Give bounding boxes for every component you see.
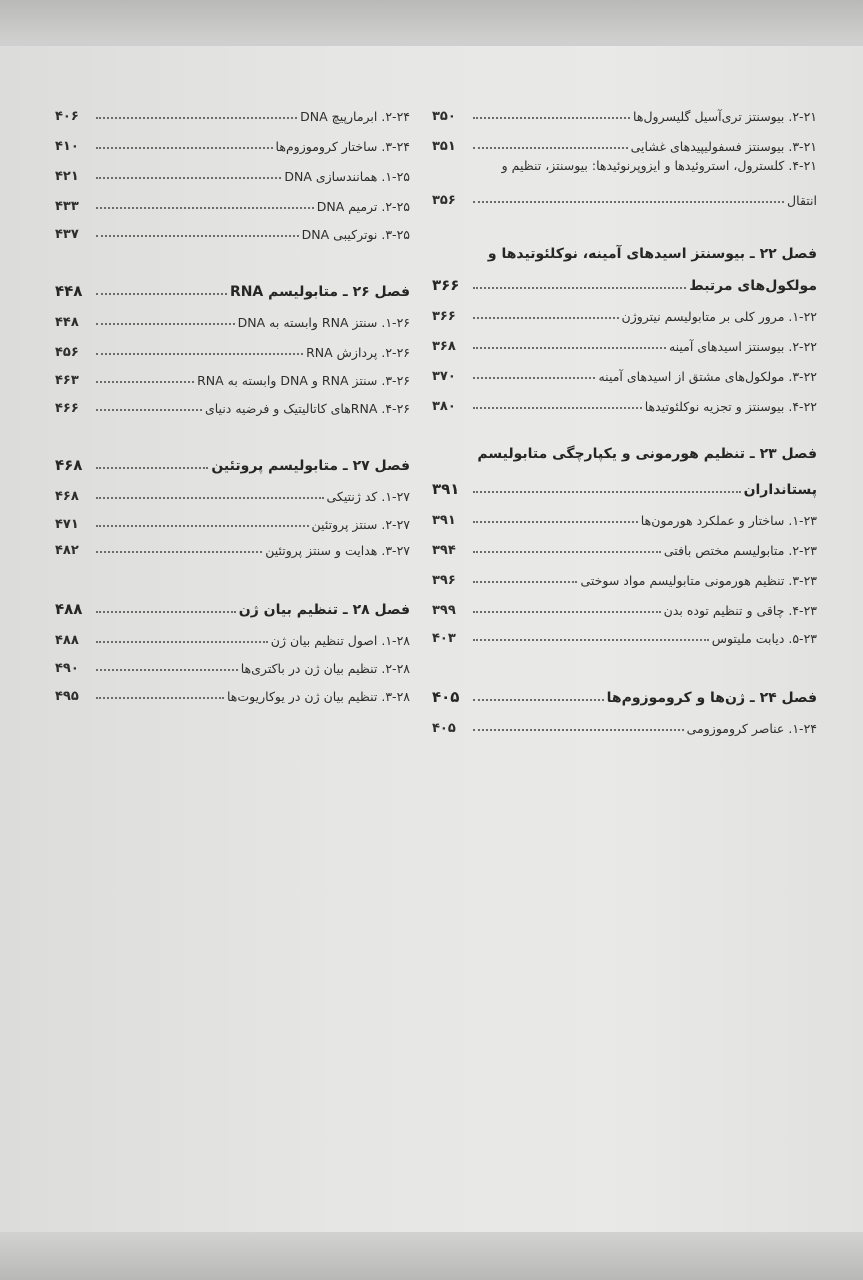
dot-leader — [96, 611, 236, 613]
dot-leader — [473, 491, 741, 493]
dot-leader — [96, 381, 194, 383]
page-number: ۴۴۸ — [55, 315, 79, 330]
page-number: ۳۵۶ — [432, 193, 456, 208]
page-number: ۳۶۶ — [432, 276, 460, 294]
entry-title: ۳-۲۸. تنظیم بیان ژن در یوکاریوت‌ها — [227, 689, 410, 704]
entry-title: ۴-۲۲. بیوسنتز و تجزیه نوکلئوتیدها — [644, 399, 817, 414]
toc-entry — [432, 298, 817, 324]
page-number: ۴۶۸ — [55, 456, 83, 474]
entry-title: ۴-۲۳. چاقی و تنظیم توده بدن — [663, 603, 817, 618]
page-number: ۴۲۱ — [55, 169, 79, 184]
page-number: ۳۹۴ — [432, 543, 456, 558]
dot-leader — [473, 639, 709, 641]
dot-leader — [473, 699, 604, 701]
top-background — [0, 0, 863, 40]
entry-title: ۲-۲۵. ترمیم DNA — [316, 199, 410, 214]
entry-title: ۱-۲۵. همانندسازی DNA — [284, 169, 410, 184]
page-number: ۴۰۳ — [432, 631, 456, 646]
chapter-heading — [55, 448, 410, 474]
toc-entry — [55, 334, 410, 360]
page-number: ۳۸۰ — [432, 399, 456, 414]
toc-entry — [432, 388, 817, 414]
entry-title: ۲-۲۸. تنظیم بیان ژن در باکتری‌ها — [240, 661, 410, 676]
chapter-title-line: فصل ۲۳ ـ تنظیم هورمونی و یکپارچگی متابولیسم — [477, 446, 817, 462]
toc-entry — [55, 216, 410, 242]
dot-leader — [473, 347, 666, 349]
dot-leader — [96, 409, 202, 411]
chapter-title-line: فصل ۲۲ ـ بیوسنتز اسیدهای آمینه، نوکلئوتیدها و — [487, 246, 817, 262]
page-number: ۴۸۲ — [55, 543, 79, 558]
entry-title: ۱-۲۲. مرور کلی بر متابولیسم نیتروژن — [621, 309, 817, 324]
entry-title: ۱-۲۶. سنتز RNA وابسته به DNA — [237, 315, 410, 330]
toc-entry — [55, 622, 410, 648]
page-number: ۴۰۵ — [432, 721, 456, 736]
toc-entry — [55, 650, 410, 676]
dot-leader — [473, 147, 628, 149]
page-number: ۴۰۶ — [55, 109, 79, 124]
dot-leader — [96, 551, 262, 553]
entry-title: ۳-۲۲. مولکول‌های مشتق از اسیدهای آمینه — [598, 369, 817, 384]
page-number: ۴۹۵ — [55, 689, 79, 704]
entry-title: انتقال — [787, 193, 817, 208]
entry-title: ۳-۲۷. هدایت و سنتز پروتئین — [265, 543, 410, 558]
dot-leader — [96, 467, 208, 469]
dot-leader — [96, 697, 224, 699]
chapter-title: فصل ۲۶ ـ متابولیسم RNA — [229, 284, 410, 300]
entry-title: ۱-۲۷. کد ژنتیکی — [326, 489, 410, 504]
dot-leader — [96, 525, 309, 527]
dot-leader — [96, 207, 314, 209]
toc-entry — [432, 592, 817, 618]
entry-title: ۳-۲۶. سنتز RNA و DNA وابسته به RNA — [197, 373, 410, 388]
toc-entry — [55, 188, 410, 214]
page-number: ۴۵۶ — [55, 345, 79, 360]
toc-entry — [55, 304, 410, 330]
page-number: ۴۱۰ — [55, 139, 79, 154]
dot-leader — [473, 407, 642, 409]
chapter-heading — [432, 268, 817, 294]
dot-leader — [473, 551, 661, 553]
entry-title: ۲-۲۴. ابرمارپیچ DNA — [300, 109, 410, 124]
page-number: ۴۳۷ — [55, 227, 79, 242]
chapter-heading — [55, 274, 410, 300]
toc-entry — [55, 362, 410, 388]
page-number: ۴۳۳ — [55, 199, 79, 214]
dot-leader — [96, 497, 324, 499]
toc-entry — [55, 478, 410, 504]
page-number: ۳۵۰ — [432, 109, 456, 124]
dot-leader — [473, 201, 784, 203]
toc-entry — [55, 506, 410, 532]
page-number: ۳۶۶ — [432, 309, 456, 324]
entry-title: ۲-۲۶. پردازش RNA — [306, 345, 410, 360]
entry-title: ۲-۲۱. بیوسنتز تری‌آسیل گلیسرول‌ها — [633, 109, 817, 124]
dot-leader — [96, 177, 281, 179]
dot-leader — [473, 729, 684, 731]
dot-leader — [96, 641, 268, 643]
toc-entry — [55, 390, 410, 416]
dot-leader — [96, 147, 273, 149]
page-number: ۳۹۹ — [432, 603, 456, 618]
page-number: ۴۸۸ — [55, 600, 83, 618]
toc-entry — [432, 502, 817, 528]
dot-leader — [96, 293, 227, 295]
page-number: ۳۹۱ — [432, 513, 456, 528]
dot-leader — [473, 317, 619, 319]
chapter-title: پستانداران — [743, 482, 817, 498]
chapter-heading — [432, 472, 817, 498]
dot-leader — [473, 287, 686, 289]
page-number: ۳۷۰ — [432, 369, 456, 384]
entry-title: ۱-۲۸. اصول تنظیم بیان ژن — [270, 633, 410, 648]
entry-title: ۳-۲۴. ساختار کروموزوم‌ها — [275, 139, 410, 154]
dot-leader — [473, 377, 595, 379]
chapter-title: مولکول‌های مرتبط — [689, 278, 817, 294]
entry-title: ۱-۲۳. ساختار و عملکرد هورمون‌ها — [640, 513, 817, 528]
dot-leader — [96, 353, 303, 355]
toc-entry — [55, 532, 410, 558]
toc-entry — [432, 562, 817, 588]
dot-leader — [473, 581, 577, 583]
chapter-heading — [432, 680, 817, 706]
entry-title: ۱-۲۴. عناصر کروموزومی — [686, 721, 817, 736]
dot-leader — [96, 323, 235, 325]
toc-entry — [55, 98, 410, 124]
entry-title: ۳-۲۳. تنظیم هورمونی متابولیسم مواد سوختی — [580, 573, 817, 588]
toc-entry — [432, 532, 817, 558]
toc-entry — [432, 620, 817, 646]
book-page — [0, 40, 863, 1246]
dot-leader — [473, 117, 630, 119]
chapter-title: فصل ۲۸ ـ تنظیم بیان ژن — [238, 602, 410, 618]
chapter-heading — [55, 592, 410, 618]
dot-leader — [96, 669, 238, 671]
entry-title: ۲-۲۳. متابولیسم مختص بافتی — [663, 543, 817, 558]
page-number: ۴۸۸ — [55, 633, 79, 648]
chapter-title: فصل ۲۷ ـ متابولیسم پروتئین — [211, 458, 410, 474]
entry-title-line: ۴-۲۱. کلسترول، استروئیدها و ایزوپرنوئیدها: بیوسنتز، تنظیم و — [501, 158, 817, 173]
toc-entry — [432, 128, 817, 154]
toc-entry — [432, 182, 817, 208]
entry-title: ۲-۲۷. سنتز پروتئین — [311, 517, 410, 532]
entry-title: ۳-۲۱. بیوسنتز فسفولیپیدهای غشایی — [630, 139, 817, 154]
dot-leader — [96, 235, 299, 237]
dot-leader — [473, 611, 661, 613]
page-number: ۴۷۱ — [55, 517, 79, 532]
entry-title: ۴-۲۶. RNAهای کاتالیتیک و فرضیه دنیای — [204, 401, 410, 416]
toc-entry — [55, 158, 410, 184]
toc-entry — [432, 358, 817, 384]
entry-title: ۵-۲۳. دیابت ملیتوس — [711, 631, 817, 646]
dot-leader — [473, 521, 638, 523]
page-number: ۳۵۱ — [432, 139, 456, 154]
page-number: ۴۶۳ — [55, 373, 79, 388]
page-number: ۴۶۶ — [55, 401, 79, 416]
toc-entry — [432, 98, 817, 124]
toc-entry — [55, 678, 410, 704]
page-number: ۳۹۱ — [432, 480, 460, 498]
page-number: ۴۰۵ — [432, 688, 460, 706]
page-number: ۴۹۰ — [55, 661, 79, 676]
toc-entry — [432, 710, 817, 736]
page-number: ۴۴۸ — [55, 282, 83, 300]
toc-entry — [55, 128, 410, 154]
page-number: ۳۶۸ — [432, 339, 456, 354]
chapter-title: فصل ۲۴ ـ ژن‌ها و کروموزوم‌ها — [606, 690, 817, 706]
page-number: ۳۹۶ — [432, 573, 456, 588]
entry-title: ۲-۲۲. بیوسنتز اسیدهای آمینه — [668, 339, 817, 354]
bottom-background — [0, 1232, 863, 1280]
toc-entry — [432, 328, 817, 354]
dot-leader — [96, 117, 297, 119]
page-number: ۴۶۸ — [55, 489, 79, 504]
entry-title: ۳-۲۵. نوترکیبی DNA — [301, 227, 410, 242]
